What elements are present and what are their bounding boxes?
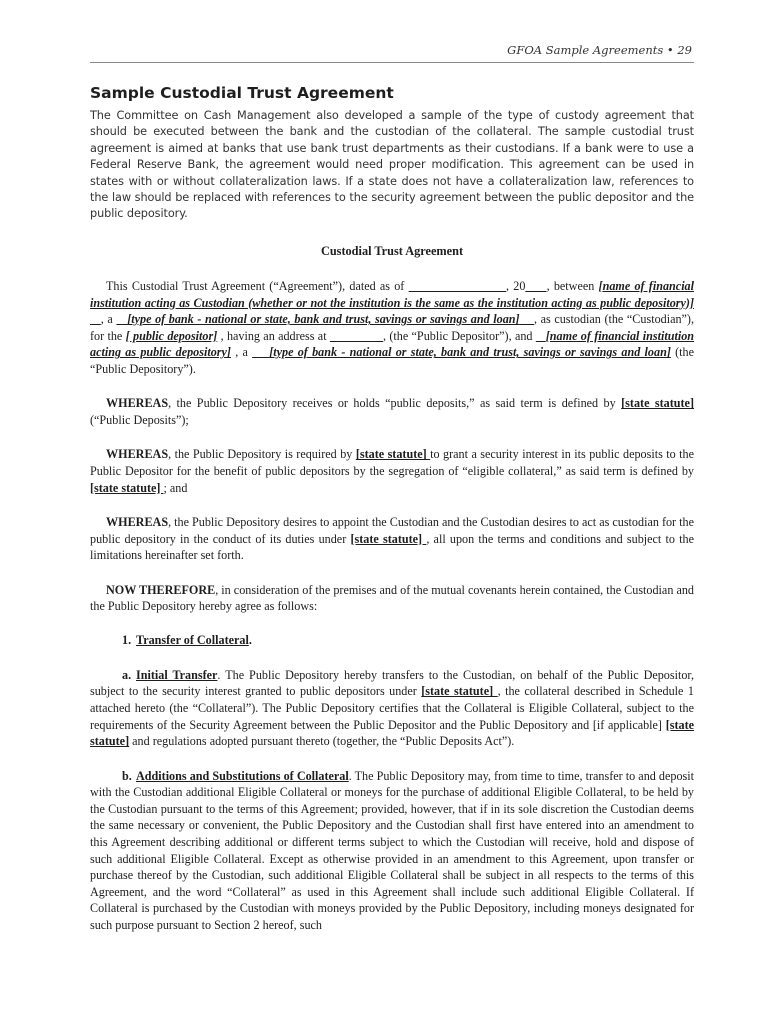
address-blank	[330, 329, 383, 343]
subsection-letter: b.	[122, 768, 132, 783]
section-1-heading: 1. Transfer of Collateral.	[90, 632, 694, 649]
agreement-title: Custodial Trust Agreement	[320, 244, 464, 258]
state-statute-placeholder: [state statute]	[621, 396, 694, 411]
subsection-a: a. Initial Transfer. The Public Depository hereby transfers to the Custodian, on behalf of the Public Depositor, subject to the security interest granted to public depositors under [state statute] , the collateral described in Schedule 1 attached hereto (the “Collateral”). The Public Depository certifies that the Collateral is Eligible Collateral, subject to the requirements of the Security Agreement between the Public Depositor and the Public Depository and [if applicable] [state statute] and regulations adopted pursuant thereto (together, the “Public Deposits Act”).	[90, 667, 694, 749]
section-title: Sample Custodial Trust Agreement	[90, 84, 394, 102]
whereas-paragraph-3: WHEREAS, the Public Depository desires to appoint the Custodian and the Custodian desires to act as custodian for the public depository in the conduct of its duties under [state statute] , all upon the terms and conditions and subject to the limitations hereinafter set forth.	[90, 514, 694, 563]
section-heading: Transfer of Collateral	[136, 633, 249, 648]
parties-paragraph: This Custodial Trust Agreement (“Agreement”), dated as of , 20 , between [name of financial institution acting as Custodian (whether or not the institution is the same as the institution acting as public depository)] , a [type of bank - national or state, bank and trust, savings or savings and loan] , as custodian (the “Custodian”), for the [ public depositor] , having an address at , (the “Public Depositor”), and [name of financial institution acting as public depository] , a [type of bank - national or state, bank and trust, savings or savings and loan] (the “Public Depository”).	[90, 279, 695, 376]
intro-paragraph: The Committee on Cash Management also developed a sample of the type of custody agreement that should be executed between the bank and the custodian of the collateral. The sample custodial trust agreement is aimed at banks that use bank trust departments as their custodians. If a bank were to use a Federal Reserve Bank, the agreement would need proper modification. This agreement can be used in states with or without collateralization laws. If a state does not have a collateralization law, references to the law should be replaced with references to the security agreement between the public depositor and the public depository.	[90, 109, 694, 221]
year-blank	[525, 279, 546, 293]
whereas-paragraph-1: WHEREAS, the Public Depository receives or holds “public deposits,” as said term is defined by [state statute] (“Public Deposits”);	[90, 396, 694, 427]
state-statute-placeholder: [state statute]	[90, 480, 164, 495]
subsection-letter: a.	[122, 667, 132, 682]
depository-type-placeholder: [type of bank - national or state, bank and trust, savings or savings and loan]	[269, 345, 671, 360]
state-statute-placeholder: [state statute]	[421, 684, 498, 699]
state-statute-placeholder: [state statute]	[355, 447, 431, 462]
date-blank	[409, 279, 506, 293]
state-statute-placeholder: [state statute]	[90, 717, 694, 749]
running-header	[90, 40, 694, 63]
now-therefore-paragraph: NOW THEREFORE, in consideration of the premises and of the mutual covenants herein contained, the Custodian and the Public Depository hereby agree as follows:	[90, 582, 694, 614]
section-number: 1.	[122, 633, 132, 648]
subsection-heading: Initial Transfer	[136, 667, 218, 682]
state-statute-placeholder: [state statute]	[350, 531, 427, 546]
running-header-text: GFOA Sample Agreements • 29	[507, 43, 692, 57]
agreement-body	[90, 278, 694, 951]
depositor-placeholder: [ public depositor]	[125, 328, 218, 343]
subsection-b: b. Additions and Substitutions of Collateral. The Public Depository may, from time to time, transfer to and deposit with the Custodian additional Eligible Collateral or moneys for the purchase of additional Eligible Collateral, to be held by the Custodian pursuant to the terms of this Agreement; provided, however, that if in its sole discretion the Custodian deems the same necessary or convenient, the Public Depository and the Custodian shall first have entered into an amendment to this Agreement describing additional or different terms subject to which the Custodian will receive, hold and dispose of such additional Eligible Collateral. Except as otherwise provided in an amendment to this Agreement, upon transfer or purchase thereof by the Custodian, such additional Eligible Collateral shall be subject in all respects to the terms of this Agreement, and the word “Collateral” as used in this Agreement shall include such additional Eligible Collateral. If Collateral is purchased by the Custodian with moneys provided by the Public Depository, including moneys designated for such purpose pursuant to Section 2 hereof, such	[90, 768, 694, 932]
custodian-placeholder: [name of financial institution acting as Custodian (whether or not the institution is the same as the institution acting as public depository)]	[90, 279, 695, 310]
custodian-type-placeholder: [type of bank - national or state, bank and trust, savings or savings and loan]	[127, 312, 520, 327]
subsection-heading: Additions and Substitutions of Collateral	[136, 768, 349, 783]
whereas-paragraph-2: WHEREAS, the Public Depository is required by [state statute] to grant a security interest in its public deposits to the Public Depositor for the benefit of public depositors by the segregation of “eligible collateral,” as said term is defined by [state statute] ; and	[90, 447, 694, 495]
depository-placeholder: [name of financial institution acting as public depository]	[90, 328, 695, 360]
